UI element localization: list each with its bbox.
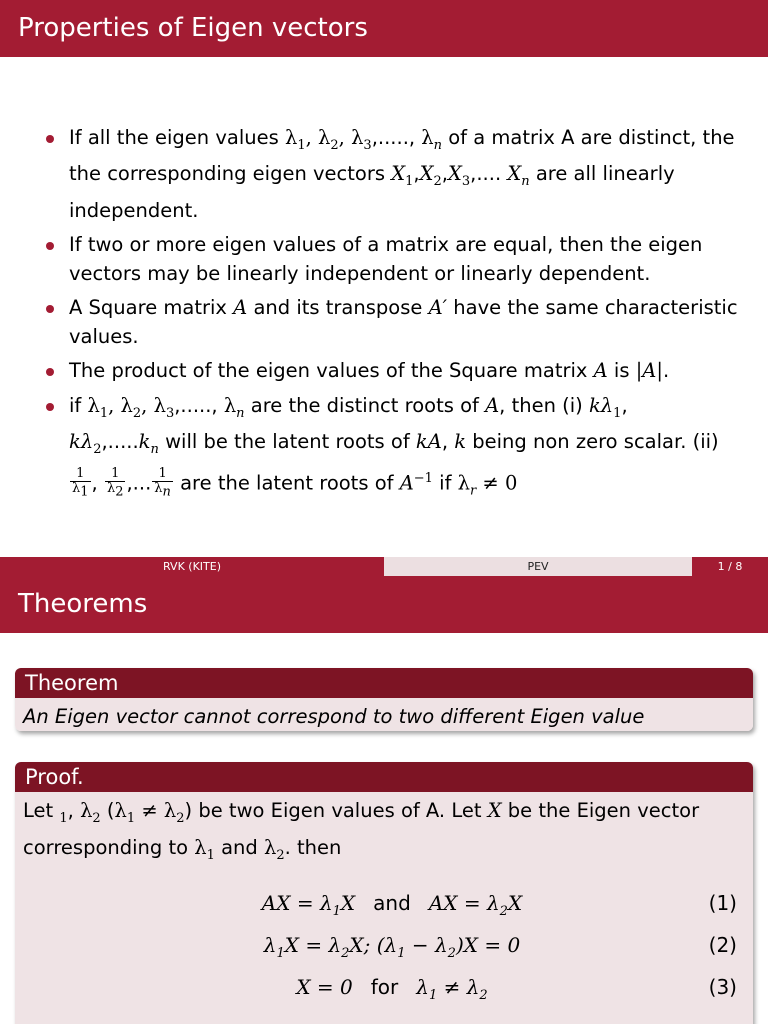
- fraction: $\frac{1}{\lambda_1}$: [72, 466, 89, 500]
- footer-page-number: 1 / 8: [692, 557, 768, 576]
- bullet-icon: [46, 135, 54, 143]
- bullet-item-product-determinant: The product of the eigen values of the Square matrix A is |A|.: [42, 357, 742, 386]
- bullet-list: [42, 124, 742, 511]
- slide-title: Properties of Eigen vectors: [0, 0, 768, 57]
- equation-1: AX = $\lambda_1X$ and AX = $\lambda_2X$ (1): [23, 882, 745, 924]
- footer-author: RVK (KITE): [0, 557, 384, 576]
- equation-2: $\lambda_1X = \lambda_2X$; $(\lambda_1 - \lambda_2)X = 0$ (2): [23, 924, 745, 966]
- proof-body: [15, 792, 753, 1024]
- equation-number: (2): [708, 932, 737, 957]
- theorem-statement: An Eigen vector cannot correspond to two different Eigen value: [15, 698, 753, 731]
- fraction: $\frac{1}{\lambda_2}$: [106, 466, 124, 500]
- bullet-item-distinct-eigenvalues: If all the eigen values $\lambda_1$, $\lambda_2$, $\lambda_3$,....., $\lambda_n$ of a matrix A are distinct, the the corresponding eigen vectors $X_1,X_2,X_3$,.... $X_n$ are all linearly independent.: [42, 124, 742, 225]
- bullet-icon: [46, 403, 54, 411]
- bullet-icon: [46, 368, 54, 376]
- equation-number: (3): [708, 974, 737, 999]
- fraction: $\frac{1}{\lambda_n}$: [154, 466, 171, 500]
- bullet-item-latent-roots: if $\lambda_1$, $\lambda_2$, $\lambda_3$,....., $\lambda_n$ are the distinct roots of A, then (i) $k\lambda_1$, $k\lambda_2,.....k_n$ will be the latent roots of kA, k being non zero scalar. (ii) $\frac{1}{\lambda_1}$ , $\frac{1}{\lambda_2}$ ,... $\frac{1}{\lambda_n}$ are the latent roots of $A^{-1}$ if $\lambda_r \ne 0$: [42, 392, 742, 506]
- proof-paragraph: Let $_1$, $\lambda_2$ $(\lambda_1 \ne \lambda_2)$ be two Eigen values of A. Let X be the Eigen vector corresponding to $\lambda_1$ and $\lambda_2$. then: [23, 799, 700, 863]
- bullet-icon: [46, 305, 54, 313]
- proof-block: [15, 762, 753, 1024]
- equation-number: (1): [708, 890, 737, 915]
- footer-short-title: PEV: [384, 557, 692, 576]
- equation-3: X = 0 for $\lambda_1 \ne \lambda_2$ (3): [23, 966, 745, 1008]
- slide-footer: [0, 557, 768, 576]
- bullet-item-transpose: A Square matrix A and its transpose A′ have the same characteristic values.: [42, 294, 742, 351]
- bullet-icon: [46, 242, 54, 250]
- bullet-item-equal-eigenvalues: If two or more eigen values of a matrix are equal, then the eigen vectors may be linearly independent or linearly dependent.: [42, 231, 742, 288]
- proof-heading: Proof.: [15, 762, 753, 792]
- theorem-heading: Theorem: [15, 668, 753, 698]
- slide-title: Theorems: [0, 576, 768, 633]
- theorem-block: [15, 668, 753, 731]
- slide-theorems: [0, 576, 768, 1024]
